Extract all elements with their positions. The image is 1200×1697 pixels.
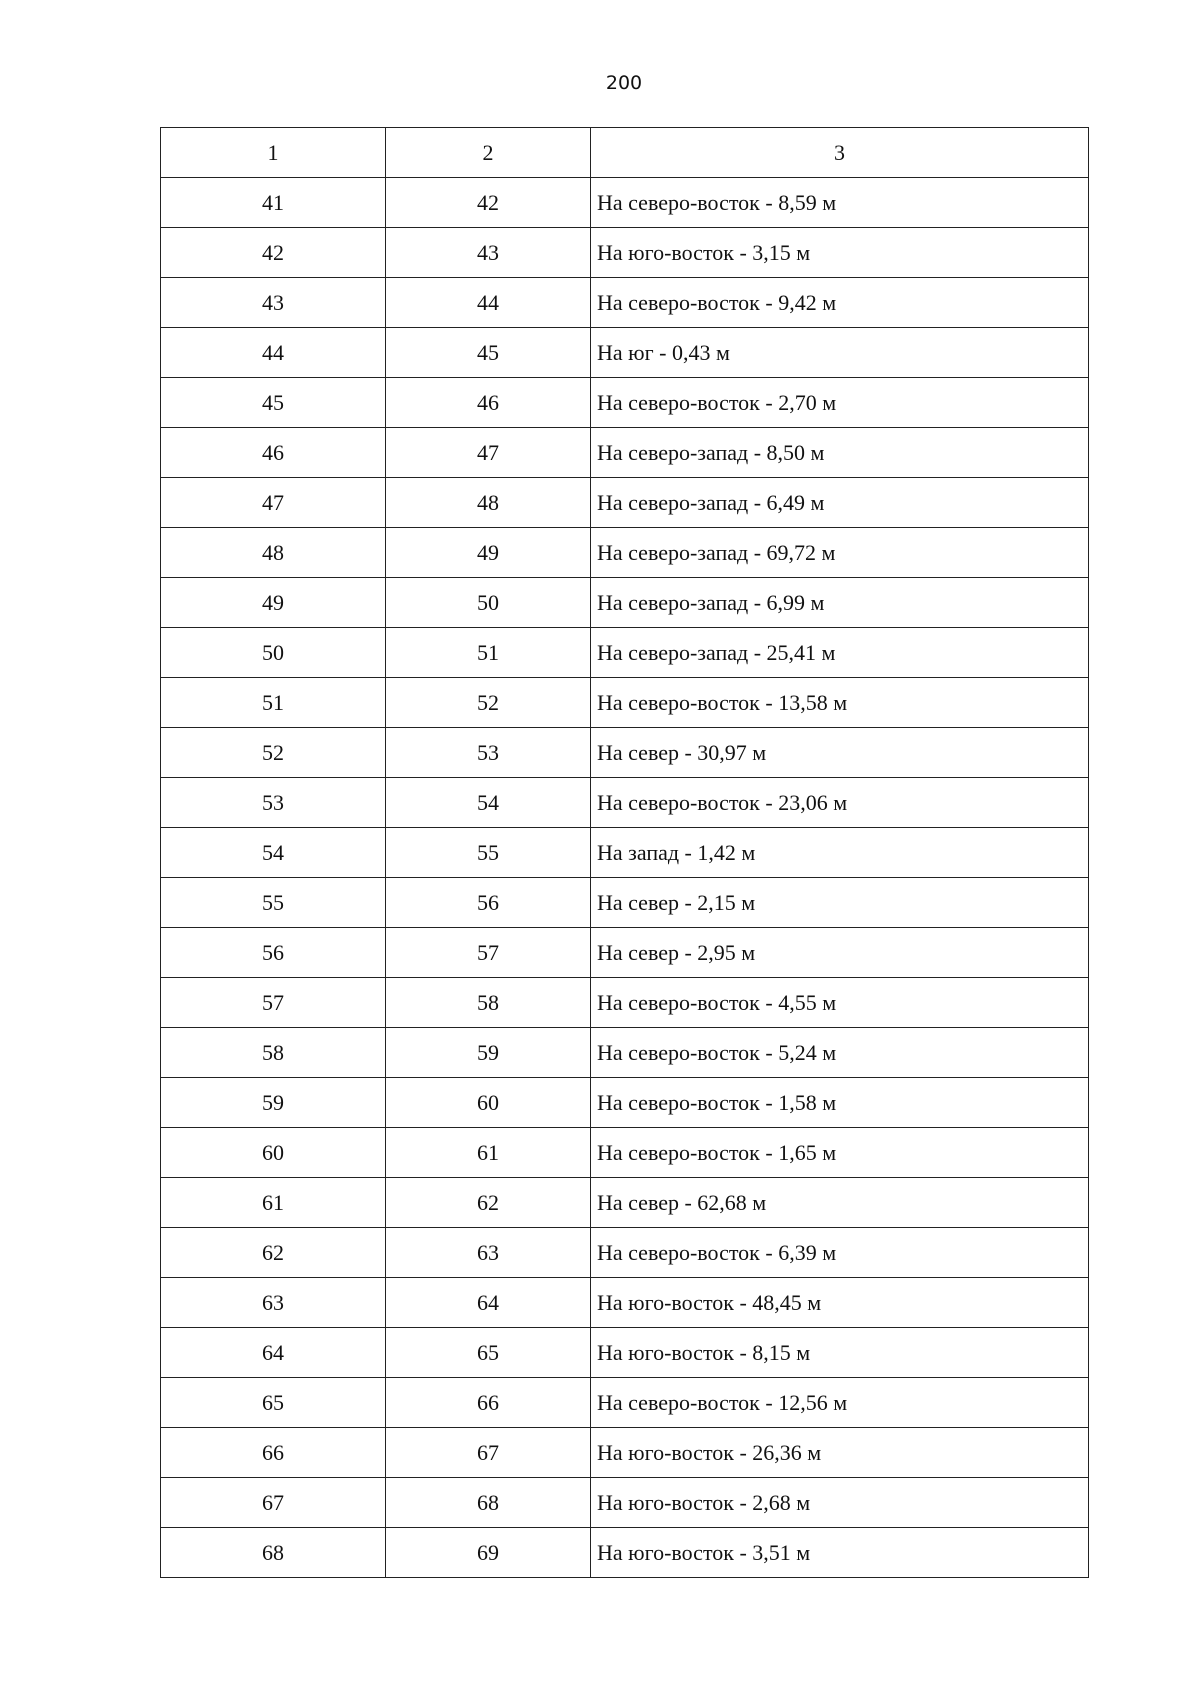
to-point-cell: 65 bbox=[386, 1328, 591, 1378]
column-header: 3 bbox=[591, 128, 1089, 178]
direction-distance-cell: На юго-восток - 48,45 м bbox=[591, 1278, 1089, 1328]
table-row bbox=[161, 1178, 1089, 1228]
table-row bbox=[161, 828, 1089, 878]
from-point-cell: 41 bbox=[161, 178, 386, 228]
table-row bbox=[161, 778, 1089, 828]
to-point-cell: 51 bbox=[386, 628, 591, 678]
to-point-cell: 63 bbox=[386, 1228, 591, 1278]
to-point-cell: 55 bbox=[386, 828, 591, 878]
to-point-cell: 46 bbox=[386, 378, 591, 428]
to-point-cell: 60 bbox=[386, 1078, 591, 1128]
to-point-cell: 58 bbox=[386, 978, 591, 1028]
direction-distance-cell: На северо-восток - 6,39 м bbox=[591, 1228, 1089, 1278]
to-point-cell: 69 bbox=[386, 1528, 591, 1578]
to-point-cell: 42 bbox=[386, 178, 591, 228]
to-point-cell: 43 bbox=[386, 228, 591, 278]
direction-distance-cell: На запад - 1,42 м bbox=[591, 828, 1089, 878]
direction-distance-cell: На северо-восток - 1,58 м bbox=[591, 1078, 1089, 1128]
direction-distance-cell: На север - 2,15 м bbox=[591, 878, 1089, 928]
to-point-cell: 44 bbox=[386, 278, 591, 328]
table-body bbox=[161, 128, 1089, 1578]
page-number: 200 bbox=[605, 72, 643, 94]
from-point-cell: 57 bbox=[161, 978, 386, 1028]
direction-distance-cell: На северо-запад - 8,50 м bbox=[591, 428, 1089, 478]
to-point-cell: 49 bbox=[386, 528, 591, 578]
direction-distance-cell: На юго-восток - 26,36 м bbox=[591, 1428, 1089, 1478]
from-point-cell: 67 bbox=[161, 1478, 386, 1528]
direction-distance-cell: На юго-восток - 2,68 м bbox=[591, 1478, 1089, 1528]
from-point-cell: 49 bbox=[161, 578, 386, 628]
direction-distance-cell: На северо-запад - 6,49 м bbox=[591, 478, 1089, 528]
direction-distance-cell: На юго-восток - 3,15 м bbox=[591, 228, 1089, 278]
table-row bbox=[161, 1228, 1089, 1278]
table-row bbox=[161, 278, 1089, 328]
from-point-cell: 60 bbox=[161, 1128, 386, 1178]
from-point-cell: 45 bbox=[161, 378, 386, 428]
table-row bbox=[161, 478, 1089, 528]
from-point-cell: 63 bbox=[161, 1278, 386, 1328]
direction-distance-cell: На северо-восток - 4,55 м bbox=[591, 978, 1089, 1028]
table-row bbox=[161, 1128, 1089, 1178]
from-point-cell: 51 bbox=[161, 678, 386, 728]
from-point-cell: 55 bbox=[161, 878, 386, 928]
table-row bbox=[161, 1278, 1089, 1328]
from-point-cell: 44 bbox=[161, 328, 386, 378]
direction-distance-cell: На северо-восток - 8,59 м bbox=[591, 178, 1089, 228]
from-point-cell: 52 bbox=[161, 728, 386, 778]
table-row bbox=[161, 978, 1089, 1028]
table-row bbox=[161, 628, 1089, 678]
to-point-cell: 67 bbox=[386, 1428, 591, 1478]
from-point-cell: 42 bbox=[161, 228, 386, 278]
table-row bbox=[161, 578, 1089, 628]
table-row bbox=[161, 228, 1089, 278]
table-row bbox=[161, 1478, 1089, 1528]
boundary-table bbox=[160, 127, 1089, 1578]
from-point-cell: 56 bbox=[161, 928, 386, 978]
table-header-row bbox=[161, 128, 1089, 178]
direction-distance-cell: На северо-восток - 9,42 м bbox=[591, 278, 1089, 328]
direction-distance-cell: На северо-восток - 5,24 м bbox=[591, 1028, 1089, 1078]
table-row bbox=[161, 1428, 1089, 1478]
table-row bbox=[161, 1078, 1089, 1128]
direction-distance-cell: На северо-восток - 12,56 м bbox=[591, 1378, 1089, 1428]
direction-distance-cell: На северо-запад - 25,41 м bbox=[591, 628, 1089, 678]
from-point-cell: 61 bbox=[161, 1178, 386, 1228]
to-point-cell: 53 bbox=[386, 728, 591, 778]
to-point-cell: 61 bbox=[386, 1128, 591, 1178]
to-point-cell: 45 bbox=[386, 328, 591, 378]
from-point-cell: 50 bbox=[161, 628, 386, 678]
direction-distance-cell: На северо-запад - 69,72 м bbox=[591, 528, 1089, 578]
table-row bbox=[161, 1378, 1089, 1428]
from-point-cell: 65 bbox=[161, 1378, 386, 1428]
column-header: 2 bbox=[386, 128, 591, 178]
from-point-cell: 66 bbox=[161, 1428, 386, 1478]
direction-distance-cell: На юго-восток - 8,15 м bbox=[591, 1328, 1089, 1378]
direction-distance-cell: На северо-запад - 6,99 м bbox=[591, 578, 1089, 628]
from-point-cell: 46 bbox=[161, 428, 386, 478]
direction-distance-cell: На северо-восток - 2,70 м bbox=[591, 378, 1089, 428]
direction-distance-cell: На северо-восток - 13,58 м bbox=[591, 678, 1089, 728]
table-row bbox=[161, 1528, 1089, 1578]
direction-distance-cell: На северо-восток - 23,06 м bbox=[591, 778, 1089, 828]
to-point-cell: 56 bbox=[386, 878, 591, 928]
column-header: 1 bbox=[161, 128, 386, 178]
to-point-cell: 52 bbox=[386, 678, 591, 728]
table-row bbox=[161, 1028, 1089, 1078]
from-point-cell: 62 bbox=[161, 1228, 386, 1278]
from-point-cell: 59 bbox=[161, 1078, 386, 1128]
to-point-cell: 54 bbox=[386, 778, 591, 828]
to-point-cell: 59 bbox=[386, 1028, 591, 1078]
table-row bbox=[161, 678, 1089, 728]
from-point-cell: 48 bbox=[161, 528, 386, 578]
to-point-cell: 50 bbox=[386, 578, 591, 628]
from-point-cell: 47 bbox=[161, 478, 386, 528]
to-point-cell: 64 bbox=[386, 1278, 591, 1328]
from-point-cell: 68 bbox=[161, 1528, 386, 1578]
from-point-cell: 54 bbox=[161, 828, 386, 878]
to-point-cell: 62 bbox=[386, 1178, 591, 1228]
from-point-cell: 58 bbox=[161, 1028, 386, 1078]
from-point-cell: 64 bbox=[161, 1328, 386, 1378]
to-point-cell: 48 bbox=[386, 478, 591, 528]
table-row bbox=[161, 178, 1089, 228]
direction-distance-cell: На юго-восток - 3,51 м bbox=[591, 1528, 1089, 1578]
to-point-cell: 47 bbox=[386, 428, 591, 478]
to-point-cell: 57 bbox=[386, 928, 591, 978]
table-row bbox=[161, 728, 1089, 778]
table-row bbox=[161, 528, 1089, 578]
table-row bbox=[161, 878, 1089, 928]
table-row bbox=[161, 378, 1089, 428]
from-point-cell: 53 bbox=[161, 778, 386, 828]
table-row bbox=[161, 928, 1089, 978]
direction-distance-cell: На юг - 0,43 м bbox=[591, 328, 1089, 378]
table-row bbox=[161, 428, 1089, 478]
direction-distance-cell: На север - 62,68 м bbox=[591, 1178, 1089, 1228]
table-row bbox=[161, 1328, 1089, 1378]
from-point-cell: 43 bbox=[161, 278, 386, 328]
to-point-cell: 66 bbox=[386, 1378, 591, 1428]
direction-distance-cell: На северо-восток - 1,65 м bbox=[591, 1128, 1089, 1178]
table-row bbox=[161, 328, 1089, 378]
direction-distance-cell: На север - 2,95 м bbox=[591, 928, 1089, 978]
to-point-cell: 68 bbox=[386, 1478, 591, 1528]
direction-distance-cell: На север - 30,97 м bbox=[591, 728, 1089, 778]
